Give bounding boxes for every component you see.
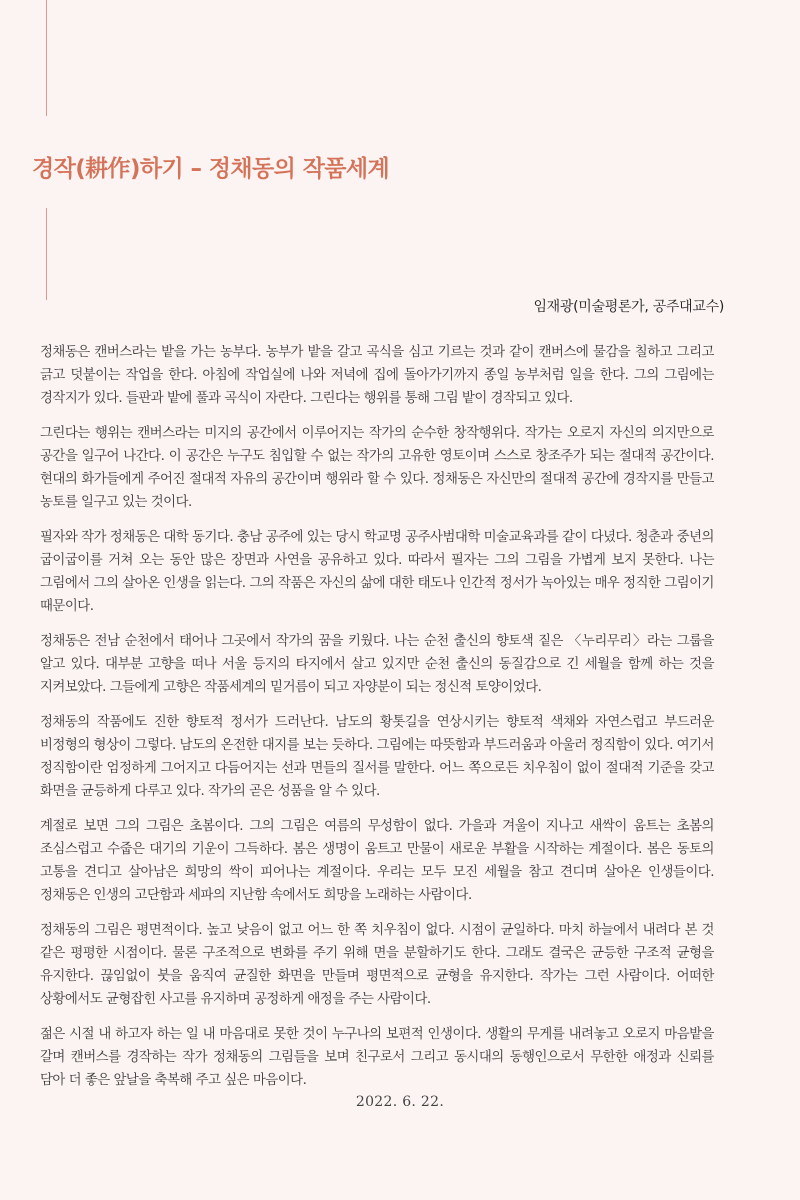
paragraph-8: 젊은 시절 내 하고자 하는 일 내 마음대로 못한 것이 누구나의 보편적 인생이다. 생활의 무게를 내려놓고 오로지 마음밭을 갈며 캔버스를 경작하는 작가 정채동의 그림들을 보며 친구로서 그리고 동시대의 동행인으로서 무한한 애정과 신뢰를 담아 더 좋은 앞날을 축복해 주고 싶은 마음이다. xyxy=(40,1027,714,1088)
paragraph-3: 필자와 작가 정채동은 대학 동기다. 충남 공주에 있는 당시 학교명 공주사범대학 미술교육과를 같이 다녔다. 청춘과 중년의 굽이굽이를 거쳐 오는 동안 많은 장면과 사연을 공유하고 있다. 따라서 필자는 그의 그림을 가볍게 보지 못한다. 나는 그림에서 그의 살아온 인생을 읽는다. 그의 작품은 자신의 삶에 대한 태도나 인간적 정서가 녹아있는 매우 정직한 그림이기 때문이다. xyxy=(40,530,714,614)
paragraph-1: 정채동은 캔버스라는 밭을 가는 농부다. 농부가 밭을 갈고 곡식을 심고 기르는 것과 같이 캔버스에 물감을 칠하고 그리고 긁고 덧붙이는 작업을 한다. 아침에 작업실에 나와 저녁에 집에 돌아가기까지 종일 농부처럼 일을 한다. 그의 그림에는 경작지가 있다. 들판과 밭에 풀과 곡식이 자란다. 그린다는 행위를 통해 그림 밭이 경작되고 있다. xyxy=(40,345,714,406)
author-byline: 임재광(미술평론가, 공주대교수) xyxy=(533,299,724,315)
decorative-line-top xyxy=(46,0,47,116)
paragraph-5: 정채동의 작품에도 진한 향토적 정서가 드러난다. 남도의 황톳길을 연상시키는 향토적 색채와 자연스럽고 부드러운 비정형의 형상이 그렇다. 남도의 온전한 대지를 보는 듯하다. 그림에는 따뜻함과 부드러움과 아울러 정직함이 있다. 여기서 정직함이란 엄정하게 그어지고 다듬어지는 선과 면들의 질서를 말한다. 어느 쪽으로든 치우침이 없이 절대적 기준을 갖고 화면을 균등하게 다루고 있다. 작가의 곧은 성품을 알 수 있다. xyxy=(40,715,714,799)
paragraph-4: 정채동은 전남 순천에서 태어나 그곳에서 작가의 꿈을 키웠다. 나는 순천 출신의 향토색 짙은 〈누리무리〉라는 그룹을 알고 있다. 대부분 고향을 떠나 서울 등지의 타지에서 살고 있지만 순천 출신의 동질감으로 긴 세월을 함께 하는 것을 지켜보았다. 그들에게 고향은 작품세계의 밑거름이 되고 자양분이 되는 정신적 토양이었다. xyxy=(40,634,714,695)
paragraph-7: 정채동의 그림은 평면적이다. 높고 낮음이 없고 어느 한 쪽 치우침이 없다. 시점이 균일하다. 마치 하늘에서 내려다 본 것 같은 평평한 시점이다. 물론 구조적으로 변화를 주기 위해 면을 분할하기도 한다. 그래도 결국은 균등한 구조적 균형을 유지한다. 끊임없이 붓을 움직여 균질한 화면을 만들며 평면적으로 균형을 유지한다. 작가는 그런 사람이다. 어떠한 상황에서도 균형잡힌 사고를 유지하며 공정하게 애정을 주는 사람이다. xyxy=(40,923,714,1007)
date: 2022. 6. 22. xyxy=(355,1094,445,1110)
paragraph-2: 그린다는 행위는 캔버스라는 미지의 공간에서 이루어지는 작가의 순수한 창작행위다. 작가는 오로지 자신의 의지만으로 공간을 일구어 나간다. 이 공간은 누구도 침입할 수 없는 작가의 고유한 영토이며 스스로 창조주가 되는 절대적 공간이다. 현대의 화가들에게 주어진 절대적 자유의 공간이며 행위라 할 수 있다. 정채동은 자신만의 절대적 공간에 경작지를 만들고 농토를 일구고 있는 것이다. xyxy=(40,426,714,510)
article-body xyxy=(40,341,714,1104)
page-title: 경작(耕作)하기 – 정채동의 작품세계 xyxy=(32,156,390,182)
decorative-line-middle xyxy=(46,208,47,300)
paragraph-6: 계절로 보면 그의 그림은 초봄이다. 그의 그림은 여름의 무성함이 없다. 가을과 겨울이 지나고 새싹이 움트는 초봄의 조심스럽고 수줍은 대기의 기운이 그득하다. 봄은 생명이 움트고 만물이 새로운 부활을 시작하는 계절이다. 봄은 동토의 고통을 견디고 살아남은 희망의 싹이 피어나는 계절이다. 우리는 모두 모진 세월을 참고 견디며 살아온 인생들이다. 정채동은 인생의 고단함과 세파의 지난함 속에서도 희망을 노래하는 사람이다. xyxy=(40,819,714,903)
